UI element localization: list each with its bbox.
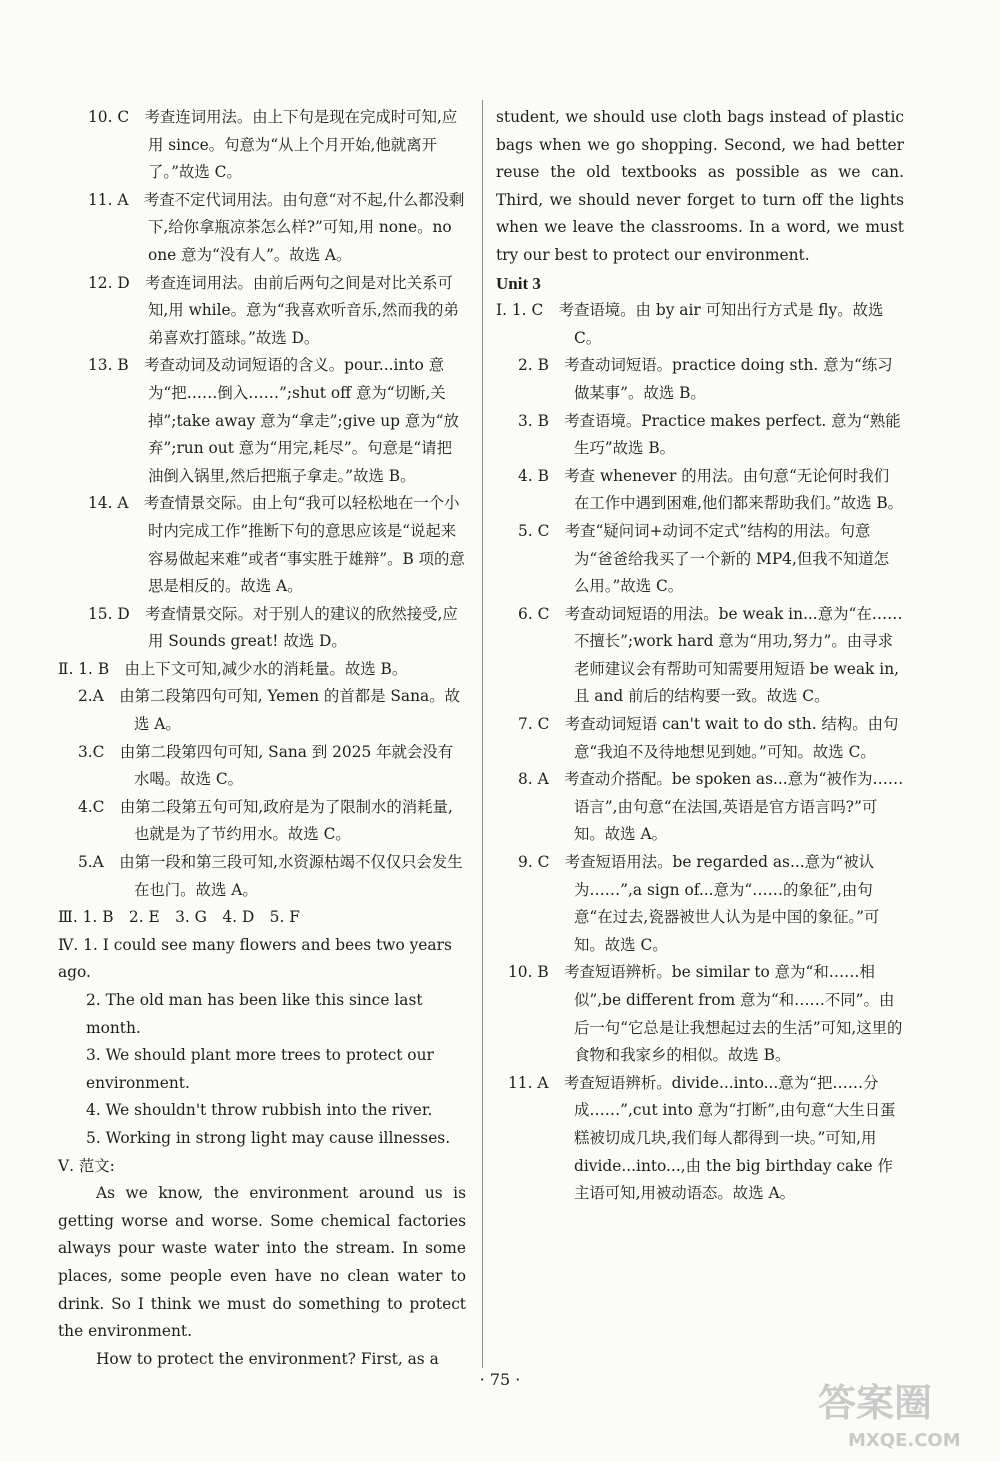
left-answer-item: 3. We should plant more trees to protect our environment. xyxy=(86,1046,434,1092)
page-number: · 75 · xyxy=(479,1370,521,1389)
right-answer-item: Ⅰ. 1. C 考查语境。由 by air 可知出行方式是 fly。故选 C。 xyxy=(496,301,884,347)
left-answer-item: 4.C 由第二段第五句可知,政府是为了限制水的消耗量,也就是为了节约用水。故选 C。 xyxy=(78,797,453,844)
right-answer-item: 3. B 考查语境。Practice makes perfect. 意为“熟能生巧”故选 B。 xyxy=(518,411,901,458)
right-answer-item: 7. C 考查动词短语 can't wait to do sth. 结构。由句意“我迫不及待地想见到她。”可知。故选 C。 xyxy=(518,715,899,761)
left-answer-item: 12. D 考查连词用法。由前后两句之间是对比关系可知,用 while。意为“我喜欢听音乐,然而我的弟弟喜欢打篮球。”故选 D。 xyxy=(88,273,459,347)
right-answer-item: 10. B 考查短语辨析。be similar to 意为“和……相似”,be different from 意为“和……不同”。由后一句“它总是让我想起过去的生活”可知,这里的食物和我家乡的相似。故选 B。 xyxy=(508,963,903,1065)
left-answer-item: 4. We shouldn't throw rubbish into the river. xyxy=(86,1101,433,1120)
left-answer-item: 14. A 考查情景交际。由上句“我可以轻松地在一个小时内完成工作”推断下句的意思应该是“说起来容易做起来难”或者“事实胜于雄辩”。B 项的意思是相反的。故选 A。 xyxy=(88,494,465,596)
left-answer-item: 3.C 由第二段第四句可知, Sana 到 2025 年就会没有水喝。故选 C。 xyxy=(78,742,454,789)
left-column xyxy=(58,104,466,1373)
right-answer-item: 4. B 考查 whenever 的用法。由句意“无论何时我们在工作中遇到困难,他们都来帮助我们。”故选 B。 xyxy=(518,466,904,513)
left-answer-item: 2.A 由第二段第四句可知, Yemen 的首都是 Sana。故选 A。 xyxy=(78,687,460,734)
right-answer-item: 6. C 考查动词短语的用法。be weak in...意为“在……不擅长”;work hard 意为“用功,努力”。由寻求老师建议会有帮助可知需要用短语 be weak in,且 and 前后的结构要一致。故选 C。 xyxy=(518,604,903,706)
left-answer-item: Ⅳ. 1. I could see many flowers and bees two years ago. xyxy=(58,935,452,982)
left-answer-item: How to protect the environment? First, as a xyxy=(96,1349,439,1368)
left-answer-item: 15. D 考查情景交际。对于别人的建议的欣然接受,应用 Sounds great! 故选 D。 xyxy=(88,604,458,651)
unit-title: Unit 3 xyxy=(496,273,541,293)
right-answer-item: 2. B 考查动词短语。practice doing sth. 意为“练习做某事”。故选 B。 xyxy=(518,356,893,402)
left-answer-item: 10. C 考查连词用法。由上下句是现在完成时可知,应用 since。句意为“从上个月开始,他就离开了。”故选 C。 xyxy=(88,108,458,182)
left-answer-item: Ⅴ. 范文: xyxy=(58,1156,115,1175)
right-answer-item: 8. A 考查动介搭配。be spoken as...意为“被作为……语言”,由句意“在法国,英语是官方语言吗?”可知。故选 A。 xyxy=(518,770,904,844)
left-answer-item: Ⅱ. 1. B 由上下文可知,减少水的消耗量。故选 B。 xyxy=(58,659,408,678)
column-divider xyxy=(482,100,483,1368)
left-answer-item: As we know, the environment around us is getting worse and worse. Some chemical factories always pour waste water into the stream. In some places, some people even have no clean water to drink. So I think we must do something to protect the environment. xyxy=(58,1184,466,1341)
right-answer-item: 11. A 考查短语辨析。divide...into...意为“把……分成……”,cut into 意为“打断”,由句意“大生日蛋糕被切成几块,我们每人都得到一块。”可知,用 divide...into...,由 the big birthday cake 作主语可知,用被动语态。故选 A。 xyxy=(508,1073,896,1203)
left-answer-item: 13. B 考查动词及动词短语的含义。pour...into 意为“把……倒入……”;shut off 意为“切断,关掉”;take away 意为“拿走”;give up 意为“放弃”;run out 意为“用完,耗尽”。句意是“请把油倒入锅里,然后把瓶子拿走。”故选 B。 xyxy=(88,356,459,485)
essay-continuation: student, we should use cloth bags instead of plastic bags when we go shopping. Second, we had better reuse the old textbooks as possible as we can. Third, we should never forget to turn off the lights when we leave the classrooms. In a word, we must try our best to protect our environment. xyxy=(496,108,904,264)
watermark-logo xyxy=(808,1372,978,1452)
right-answer-item: 9. C 考查短语用法。be regarded as...意为“被认为……”,a sign of...意为“……的象征”,由句意“在过去,瓷器被世人认为是中国的象征。”可知。故选 C。 xyxy=(518,853,880,954)
left-answer-item: 11. A 考查不定代词用法。由句意“对不起,什么都没剩下,给你拿瓶凉茶怎么样?”可知,用 none。no one 意为“没有人”。故选 A。 xyxy=(88,190,465,264)
left-answer-item: 2. The old man has been like this since last month. xyxy=(86,991,423,1037)
right-answer-item: 5. C 考查“疑问词+动词不定式”结构的用法。句意为“爸爸给我买了一个新的 MP4,但我不知道怎么用。”故选 C。 xyxy=(518,521,890,596)
left-answer-item: 5. Working in strong light may cause illnesses. xyxy=(86,1128,451,1147)
left-answer-item: Ⅲ. 1. B 2. E 3. G 4. D 5. F xyxy=(58,908,300,927)
right-column xyxy=(496,104,904,1208)
unit3-answers xyxy=(496,297,904,1208)
watermark-sub: MXQE.COM xyxy=(848,1430,961,1451)
left-answer-item: 5.A 由第一段和第三段可知,水资源枯竭不仅仅只会发生在也门。故选 A。 xyxy=(78,853,463,899)
watermark-main: 答案圈 xyxy=(818,1381,933,1425)
